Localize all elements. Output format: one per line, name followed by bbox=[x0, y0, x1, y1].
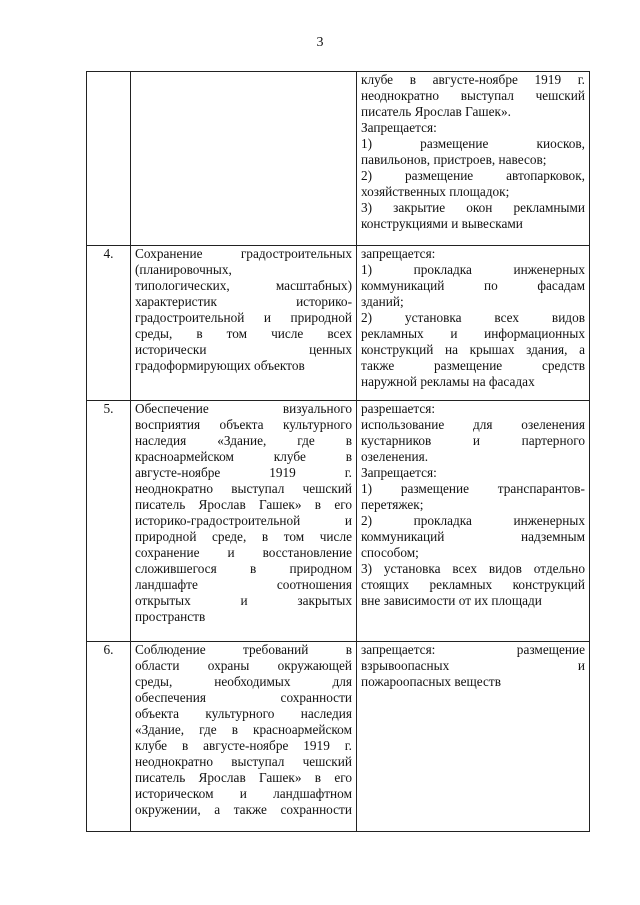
text-line: клубе в августе-ноябре 1919 г. bbox=[135, 738, 352, 753]
text-line: 2) размещение автопарковок, bbox=[361, 168, 585, 183]
text-line: природной среде, в том числе bbox=[135, 529, 352, 544]
text-line: 1) размещение киосков, bbox=[361, 136, 585, 151]
text-line: Обеспечение визуального bbox=[135, 401, 352, 416]
text-line: 2) установка всех видов bbox=[361, 310, 585, 325]
regime-cell bbox=[357, 246, 590, 401]
text-line: зданий; bbox=[361, 294, 404, 309]
row-number-cell bbox=[87, 72, 131, 246]
text-line: исторически ценных bbox=[135, 342, 352, 357]
text-line: коммуникаций по фасадам bbox=[361, 278, 585, 293]
text-line: неоднократно выступал чешский bbox=[135, 754, 352, 769]
regime-cell bbox=[357, 72, 590, 246]
text-line: градоформирующих объектов bbox=[135, 358, 305, 373]
table-row bbox=[87, 642, 590, 832]
text-line: типологических, масштабных) bbox=[135, 278, 352, 293]
text-line: 1) размещение транспарантов- bbox=[361, 481, 585, 496]
text-line: восприятия объекта культурного bbox=[135, 417, 352, 432]
text-line: августе-ноябре 1919 г. bbox=[135, 465, 352, 480]
text-line: также размещение средств bbox=[361, 358, 585, 373]
text-line: историко-градостроительной и bbox=[135, 513, 352, 528]
row-number-cell: 5. bbox=[87, 401, 131, 642]
text-line: среды, необходимых для bbox=[135, 674, 352, 689]
text-line: характеристик историко- bbox=[135, 294, 352, 309]
regime-cell bbox=[357, 642, 590, 832]
text-line: 3) установка всех видов отдельно bbox=[361, 561, 585, 576]
text-line: объекта культурного наследия bbox=[135, 706, 352, 721]
table-row bbox=[87, 246, 590, 401]
text-line: окружении, а также сохранности bbox=[135, 802, 352, 817]
text-line: красноармейском клубе в bbox=[135, 449, 352, 464]
text-line: использование для озеленения bbox=[361, 417, 585, 432]
row-number-cell: 4. bbox=[87, 246, 131, 401]
text-line: рекламных и информационных bbox=[361, 326, 585, 341]
text-line: «Здание, где в красноармейском bbox=[135, 722, 352, 737]
regime-cell bbox=[357, 401, 590, 642]
text-line: сложившегося в природном bbox=[135, 561, 352, 576]
regulations-table bbox=[86, 71, 590, 832]
table-row bbox=[87, 72, 590, 246]
text-line: (планировочных, bbox=[135, 262, 232, 277]
text-line: 1) прокладка инженерных bbox=[361, 262, 585, 277]
text-line: неоднократно выступал чешский bbox=[135, 481, 352, 496]
requirement-cell bbox=[131, 401, 357, 642]
text-line: пожароопасных веществ bbox=[361, 674, 501, 689]
text-line: конструкций на крышах здания, а bbox=[361, 342, 585, 357]
text-line: разрешается: bbox=[361, 401, 436, 416]
text-line: наследия «Здание, где в bbox=[135, 433, 352, 448]
text-line: вне зависимости от их площади bbox=[361, 593, 542, 608]
text-line: области охраны окружающей bbox=[135, 658, 352, 673]
text-line: открытых и закрытых bbox=[135, 593, 352, 608]
table-row bbox=[87, 401, 590, 642]
text-line: 3) закрытие окон рекламными bbox=[361, 200, 585, 215]
text-line: Запрещается: bbox=[361, 465, 437, 480]
text-line: пространств bbox=[135, 609, 206, 624]
text-line: писатель Ярослав Гашек». bbox=[361, 104, 511, 119]
text-line: писатель Ярослав Гашек» в его bbox=[135, 497, 352, 512]
text-line: историческом и ландшафтном bbox=[135, 786, 352, 801]
text-line: павильонов, пристроев, навесов; bbox=[361, 152, 547, 167]
requirement-cell bbox=[131, 642, 357, 832]
text-line: перетяжек; bbox=[361, 497, 424, 512]
text-line: писатель Ярослав Гашек» в его bbox=[135, 770, 352, 785]
text-line: градостроительной и природной bbox=[135, 310, 352, 325]
text-line: кустарников и партерного bbox=[361, 433, 585, 448]
text-line: неоднократно выступал чешский bbox=[361, 88, 585, 103]
text-line: запрещается: bbox=[361, 246, 436, 261]
text-line: сохранение и восстановление bbox=[135, 545, 352, 560]
text-line: Соблюдение требований в bbox=[135, 642, 352, 657]
text-line: наружной рекламы на фасадах bbox=[361, 374, 535, 389]
row-number-cell: 6. bbox=[87, 642, 131, 832]
text-line: Сохранение градостроительных bbox=[135, 246, 352, 261]
text-line: конструкциями и вывесками bbox=[361, 216, 523, 231]
requirement-cell bbox=[131, 246, 357, 401]
text-line: запрещается: размещение bbox=[361, 642, 585, 657]
text-line: коммуникаций надземным bbox=[361, 529, 585, 544]
page-number: 3 bbox=[316, 35, 324, 50]
text-line: стоящих рекламных конструкций bbox=[361, 577, 585, 592]
text-line: Запрещается: bbox=[361, 120, 437, 135]
text-line: способом; bbox=[361, 545, 419, 560]
text-line: 2) прокладка инженерных bbox=[361, 513, 585, 528]
requirement-cell bbox=[131, 72, 357, 246]
text-line: обеспечения сохранности bbox=[135, 690, 352, 705]
text-line: взрывоопасных и bbox=[361, 658, 585, 673]
text-line: среды, в том числе всех bbox=[135, 326, 352, 341]
text-line: озеленения. bbox=[361, 449, 429, 464]
text-line: ландшафте соотношения bbox=[135, 577, 352, 592]
text-line: клубе в августе-ноябре 1919 г. bbox=[361, 72, 585, 87]
text-line: хозяйственных площадок; bbox=[361, 184, 510, 199]
